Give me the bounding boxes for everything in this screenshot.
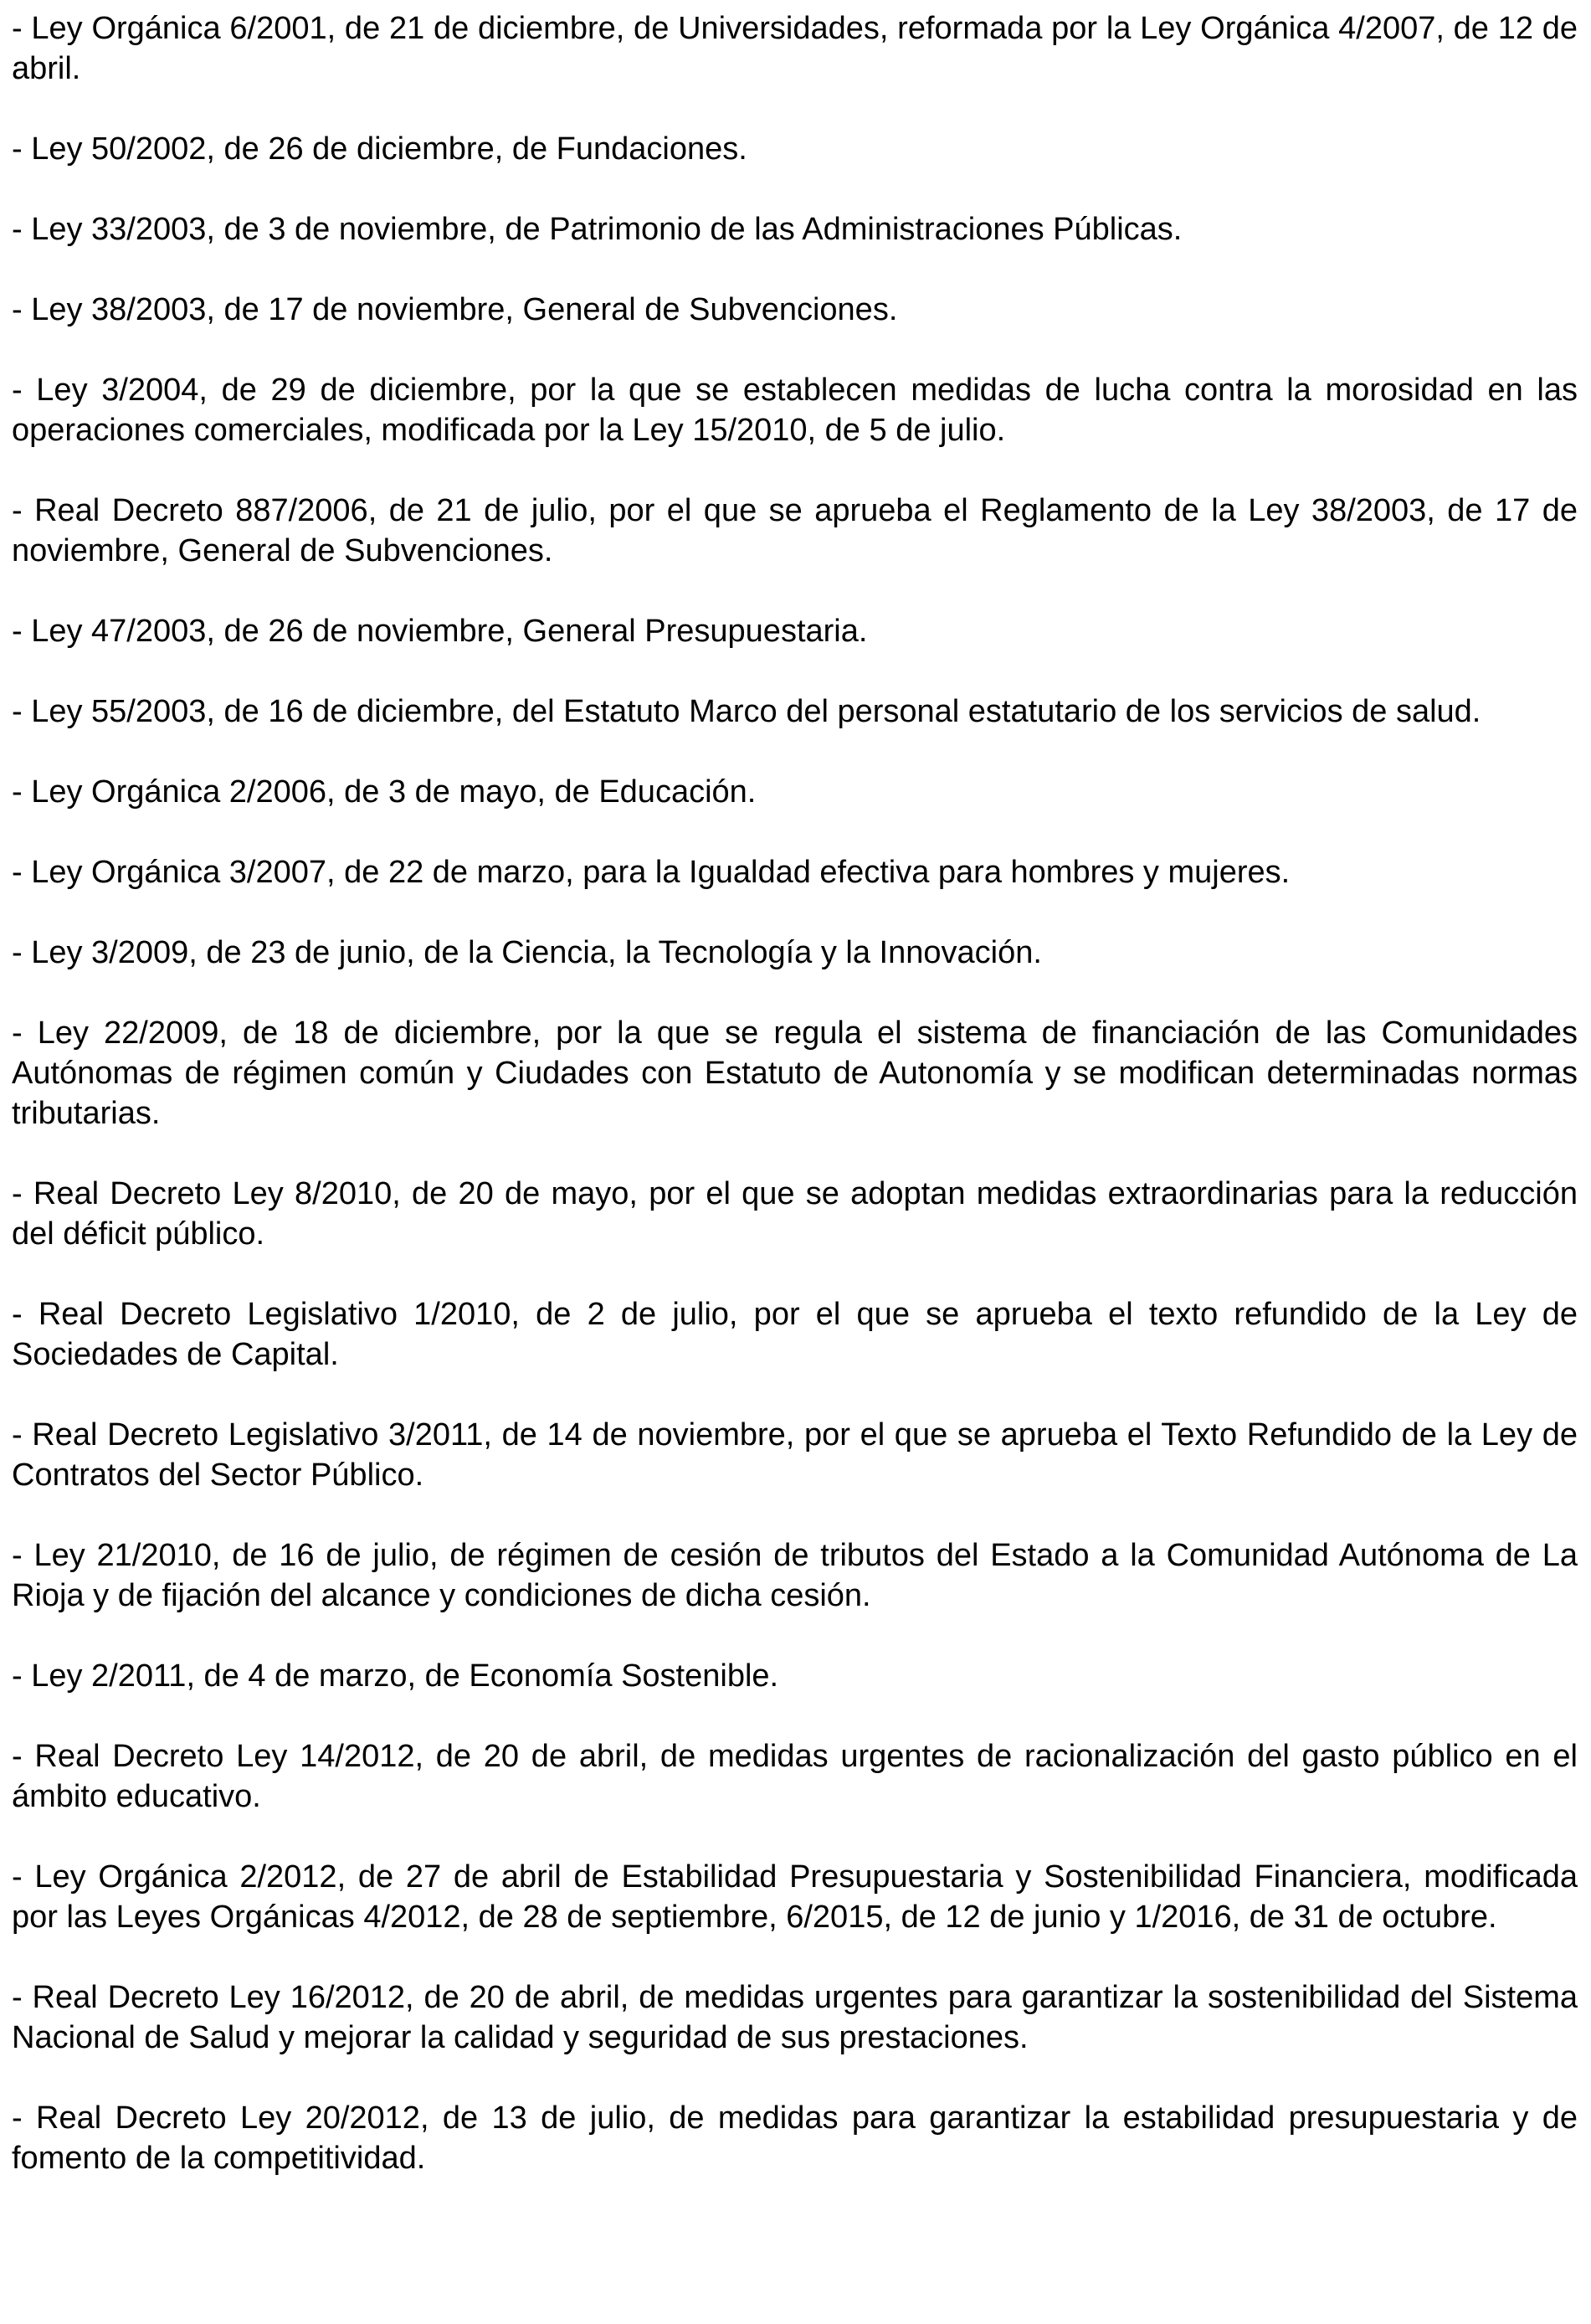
law-item: - Ley 2/2011, de 4 de marzo, de Economía Sostenible. bbox=[12, 1658, 779, 1694]
law-item: - Ley 3/2009, de 23 de junio, de la Ciencia, la Tecnología y la Innovación. bbox=[12, 935, 1042, 970]
law-item: - Ley Orgánica 2/2006, de 3 de mayo, de Educación. bbox=[12, 774, 757, 810]
law-item: - Ley 50/2002, de 26 de diciembre, de Fundaciones. bbox=[12, 131, 747, 167]
law-item: - Ley 3/2004, de 29 de diciembre, por la que se establecen medidas de lucha contra la morosidad en las operaciones comerciales, modificada por la Ley 15/2010, de 5 de julio. bbox=[12, 373, 1578, 448]
law-item: - Ley Orgánica 3/2007, de 22 de marzo, para la Igualdad efectiva para hombres y mujeres. bbox=[12, 855, 1291, 890]
law-item: - Real Decreto Ley 16/2012, de 20 de abril, de medidas urgentes para garantizar la sostenibilidad del Sistema Nacional de Salud y mejorar la calidad y seguridad de sus prestaciones. bbox=[12, 1980, 1578, 2055]
law-item: - Real Decreto Ley 20/2012, de 13 de julio, de medidas para garantizar la estabilidad presupuestaria y de fomento de la competitividad. bbox=[12, 2100, 1578, 2176]
law-item: - Ley 55/2003, de 16 de diciembre, del Estatuto Marco del personal estatutario de los servicios de salud. bbox=[12, 694, 1481, 729]
law-item: - Real Decreto Ley 8/2010, de 20 de mayo, por el que se adoptan medidas extraordinarias para la reducción del déficit público. bbox=[12, 1176, 1578, 1252]
law-item: - Ley 21/2010, de 16 de julio, de régimen de cesión de tributos del Estado a la Comunidad Autónoma de La Rioja y de fijación del alcance y condiciones de dicha cesión. bbox=[12, 1538, 1578, 1613]
law-item: - Ley 33/2003, de 3 de noviembre, de Patrimonio de las Administraciones Públicas. bbox=[12, 212, 1183, 247]
law-item: - Ley 38/2003, de 17 de noviembre, General de Subvenciones. bbox=[12, 292, 898, 327]
law-item: - Real Decreto Legislativo 3/2011, de 14 de noviembre, por el que se aprueba el Texto Refundido de la Ley de Contratos del Sector Público. bbox=[12, 1417, 1578, 1493]
law-item: - Real Decreto Legislativo 1/2010, de 2 de julio, por el que se aprueba el texto refundido de la Ley de Sociedades de Capital. bbox=[12, 1297, 1578, 1372]
law-item: - Real Decreto Ley 14/2012, de 20 de abril, de medidas urgentes de racionalización del gasto público en el ámbito educativo. bbox=[12, 1739, 1578, 1814]
law-item: - Ley 47/2003, de 26 de noviembre, General Presupuestaria. bbox=[12, 614, 868, 649]
law-item: - Ley 22/2009, de 18 de diciembre, por la que se regula el sistema de financiación de las Comunidades Autónomas de régimen común y Ciudades con Estatuto de Autonomía y se modifican determinadas normas tributarias. bbox=[12, 1015, 1578, 1131]
law-item: - Ley Orgánica 2/2012, de 27 de abril de Estabilidad Presupuestaria y Sostenibilidad Financiera, modificada por las Leyes Orgánicas 4/2012, de 28 de septiembre, 6/2015, de 12 de junio y 1/2016, de 31 de octubre. bbox=[12, 1859, 1578, 1935]
law-item: - Ley Orgánica 6/2001, de 21 de diciembre, de Universidades, reformada por la Ley Orgánica 4/2007, de 12 de abril. bbox=[12, 11, 1578, 86]
law-item: - Real Decreto 887/2006, de 21 de julio, por el que se aprueba el Reglamento de la Ley 38/2003, de 17 de noviembre, General de Subvenciones. bbox=[12, 493, 1578, 568]
